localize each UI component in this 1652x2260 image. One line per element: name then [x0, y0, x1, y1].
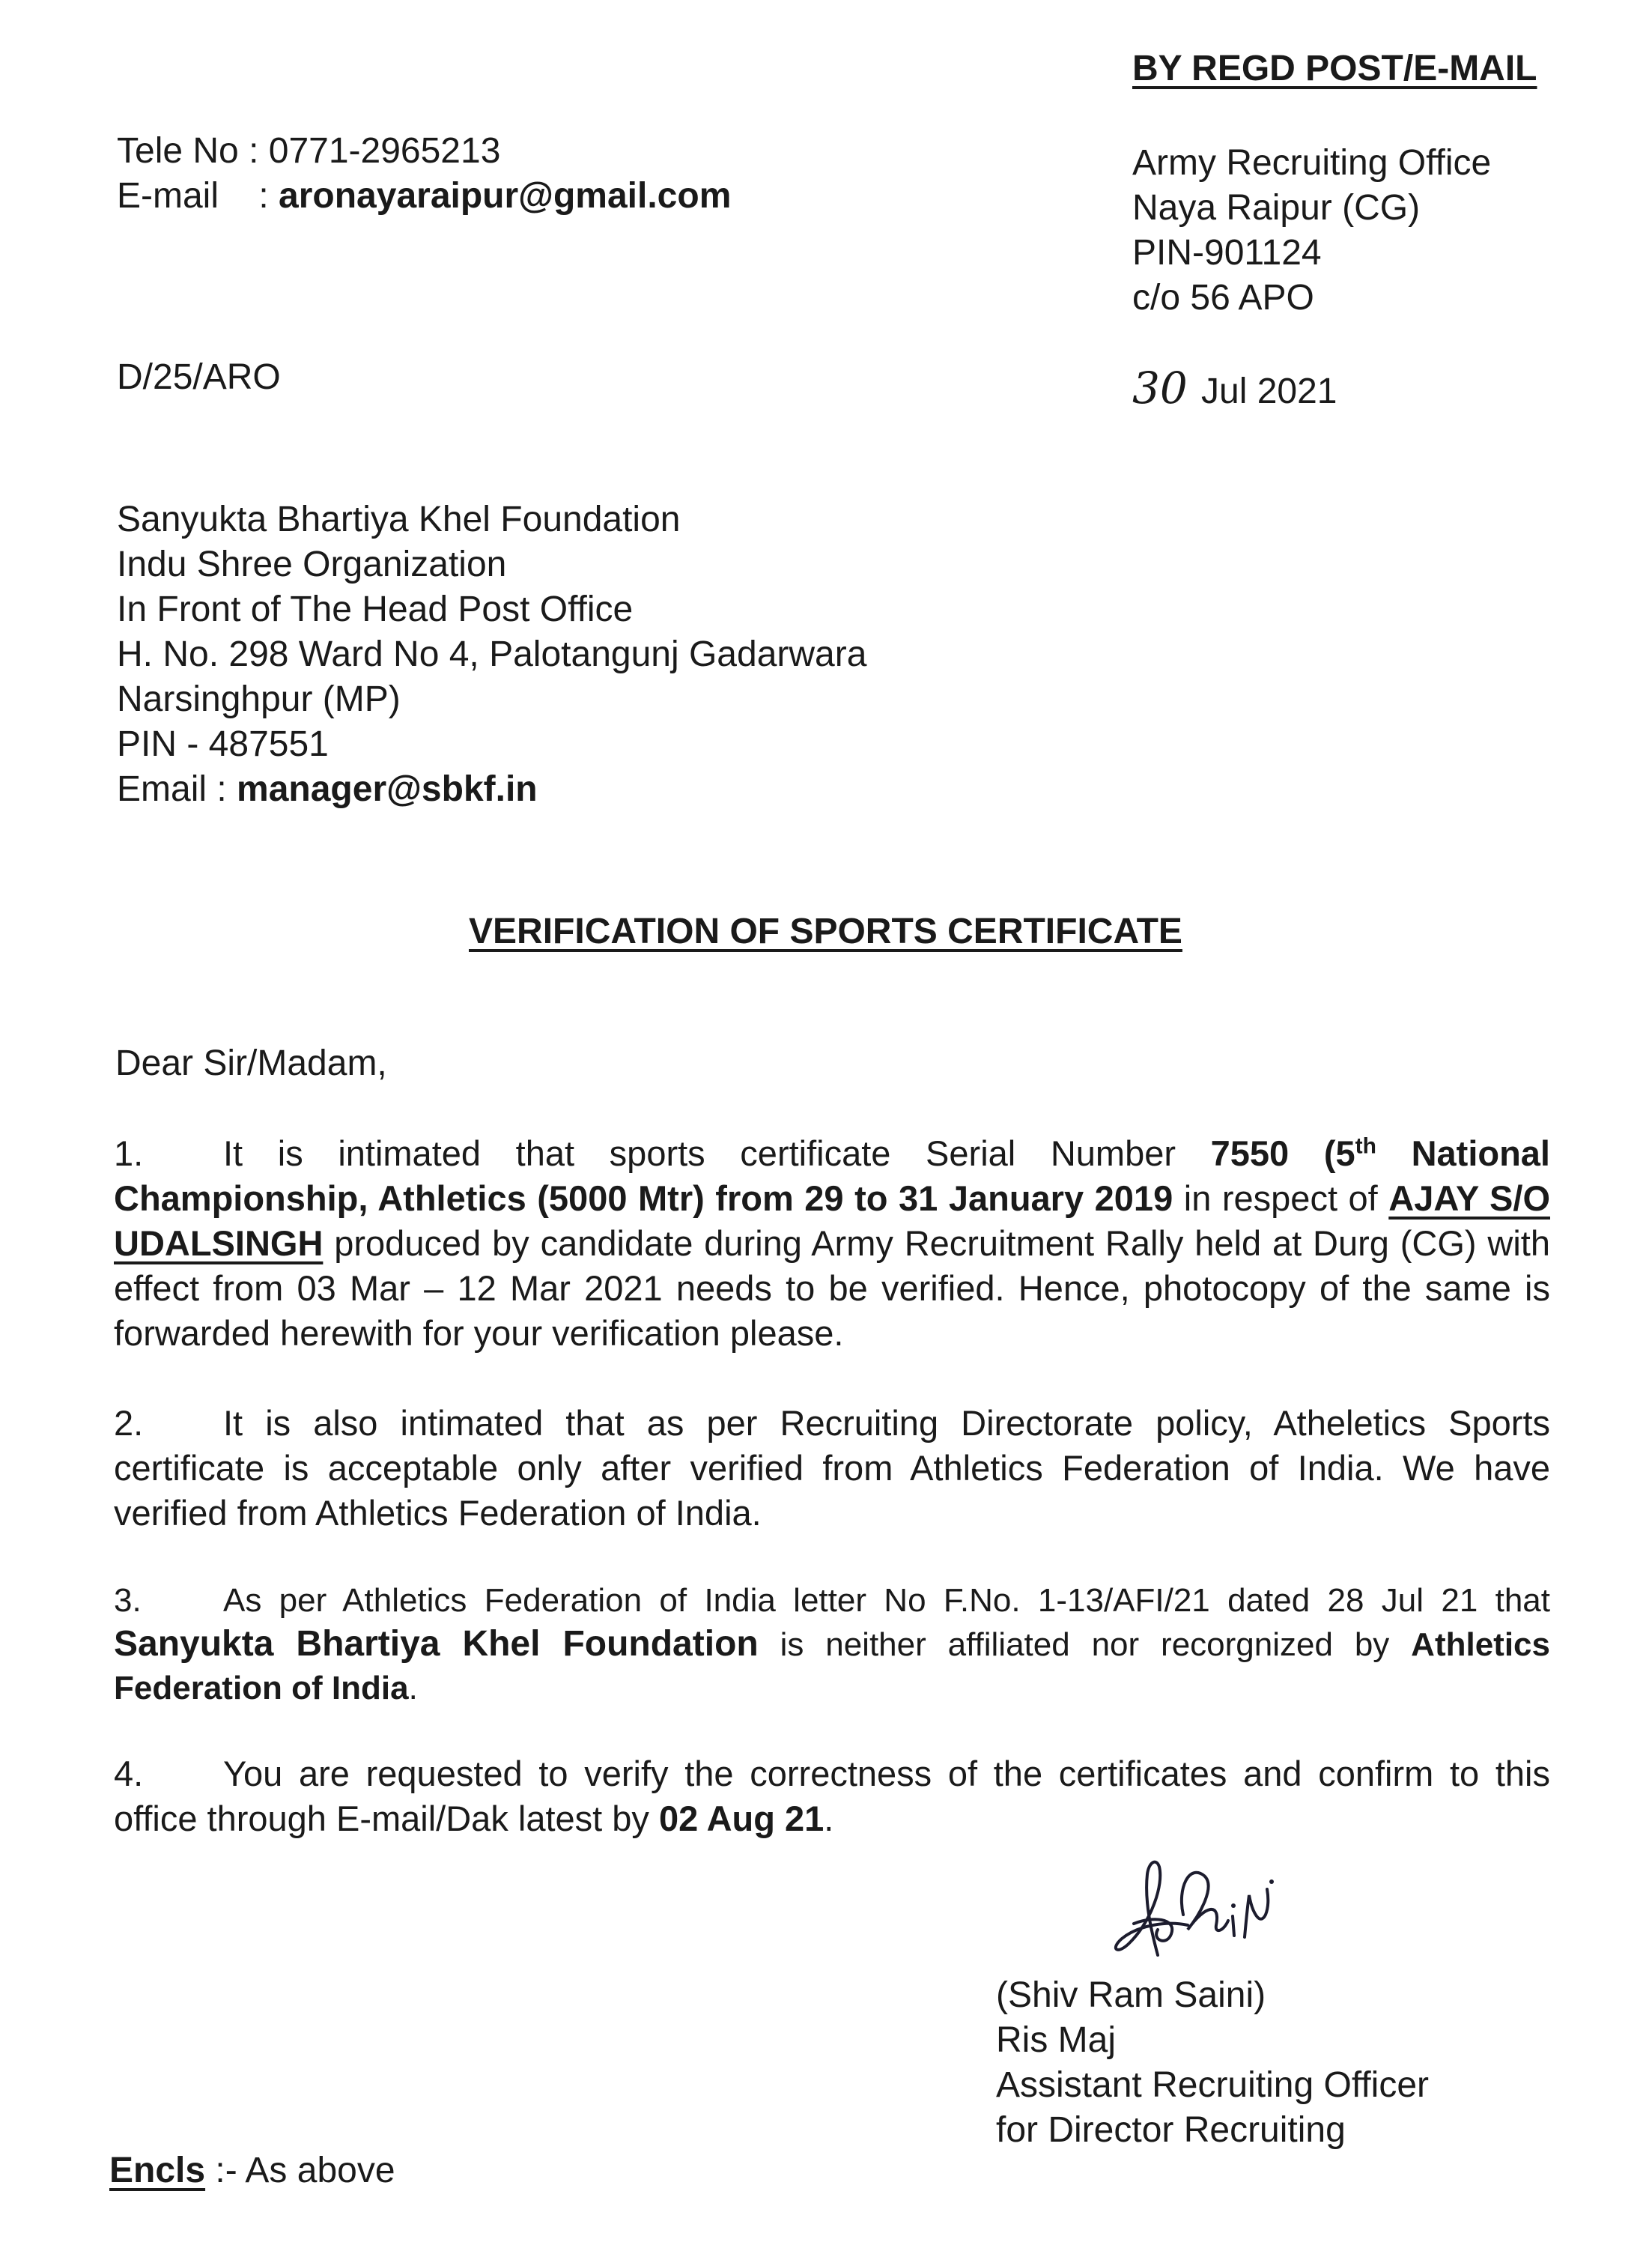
signatory-rank: Ris Maj	[996, 2020, 1117, 2060]
paragraph-number: 2.	[114, 1403, 144, 1443]
para-text: As per Athletics Federation of India letter No F.No. 1-13/AFI/21 dated 28 Jul 21 that	[223, 1582, 1550, 1619]
para-bold-text: National Championship, Athletics (5000 Mtr) from 29 to 31 January 2019	[114, 1133, 1550, 1218]
para-text: produced by candidate during Army Recruitment Rally held at Durg (CG) with effect from 03 Mar – 12 Mar 2021 needs to be verified. Hence, photocopy of the same is forwarded herewith for your verification please.	[114, 1223, 1550, 1353]
letter-reference: D/25/ARO	[117, 357, 281, 397]
paragraph-number: 3.	[114, 1582, 142, 1619]
paragraph-number: 1.	[114, 1133, 144, 1173]
enclosure-note	[109, 2148, 395, 2193]
para-text: is neither affiliated nor recorgnized by	[758, 1626, 1412, 1663]
addressee-line: In Front of The Head Post Office	[117, 590, 634, 629]
date-month-year: Jul 2021	[1201, 372, 1337, 411]
para-text: It is also intimated that as per Recruiting Directorate policy, Atheletics Sports certificate is acceptable only after verified from Athletics Federation of India. We have verified from Athletics Federation of India.	[114, 1403, 1550, 1533]
para-text: .	[408, 1670, 418, 1706]
sender-address-line: Naya Raipur (CG)	[1132, 188, 1421, 228]
sender-email-line	[117, 174, 731, 219]
signatory-for: for Director Recruiting	[996, 2110, 1346, 2150]
sender-address-line: Army Recruiting Office	[1132, 143, 1492, 183]
enclosure-text: :- As above	[205, 2151, 395, 2190]
addressee-email: manager@sbkf.in	[237, 769, 538, 809]
signatory-name: (Shiv Ram Saini)	[996, 1975, 1266, 2015]
addressee-email-label: Email :	[117, 769, 237, 809]
para-text: It is intimated that sports certificate Serial Number	[223, 1133, 1211, 1173]
signatory-designation: Assistant Recruiting Officer	[996, 2065, 1429, 2105]
para-bold-text: Athletics Federation of India	[114, 1626, 1550, 1706]
sender-contact	[117, 129, 731, 219]
para-bold-text: 02 Aug 21	[658, 1799, 825, 1838]
sender-address-line: PIN-901124	[1132, 233, 1322, 273]
sender-address-line: c/o 56 APO	[1132, 278, 1314, 318]
signatory-block	[996, 1973, 1429, 2153]
paragraph-3	[114, 1579, 1550, 1710]
sender-address	[1132, 141, 1491, 321]
para-text: in respect of	[1173, 1178, 1389, 1218]
candidate-name: AJAY S/O UDALSINGH	[114, 1178, 1550, 1263]
sender-email: aronayaraipur@gmail.com	[279, 176, 732, 216]
letter-date	[1132, 363, 1337, 414]
addressee-line: H. No. 298 Ward No 4, Palotangunj Gadarwara	[117, 634, 867, 674]
handwritten-signature	[1099, 1843, 1294, 1978]
para-bold-text: 7550 (5	[1210, 1133, 1355, 1173]
paragraph-4	[114, 1751, 1550, 1841]
telephone-number: Tele No : 0771-2965213	[117, 131, 501, 171]
letter-subject: VERIFICATION OF SPORTS CERTIFICATE	[469, 912, 1182, 951]
enclosure-label: Encls	[109, 2151, 206, 2190]
para-text: .	[824, 1799, 834, 1838]
paragraph-number: 4.	[114, 1754, 144, 1793]
addressee-block	[117, 497, 866, 812]
addressee-line: Indu Shree Organization	[117, 545, 507, 584]
addressee-line: Narsinghpur (MP)	[117, 679, 401, 719]
paragraph-1	[114, 1131, 1550, 1356]
dispatch-mode: BY REGD POST/E-MAIL	[1132, 49, 1537, 88]
sender-email-label: E-mail :	[117, 176, 279, 216]
salutation: Dear Sir/Madam,	[115, 1043, 387, 1083]
date-day-handwritten: 30	[1132, 363, 1188, 413]
ordinal-suffix: th	[1355, 1133, 1376, 1159]
para-bold-text: Sanyukta Bhartiya Khel Foundation	[114, 1624, 759, 1664]
paragraph-2	[114, 1401, 1550, 1536]
para-text: You are requested to verify the correctness of the certificates and confirm to this office through E-mail/Dak latest by	[114, 1754, 1550, 1838]
addressee-line: PIN - 487551	[117, 724, 329, 764]
addressee-email-line	[117, 767, 866, 812]
addressee-line: Sanyukta Bhartiya Khel Foundation	[117, 500, 681, 539]
